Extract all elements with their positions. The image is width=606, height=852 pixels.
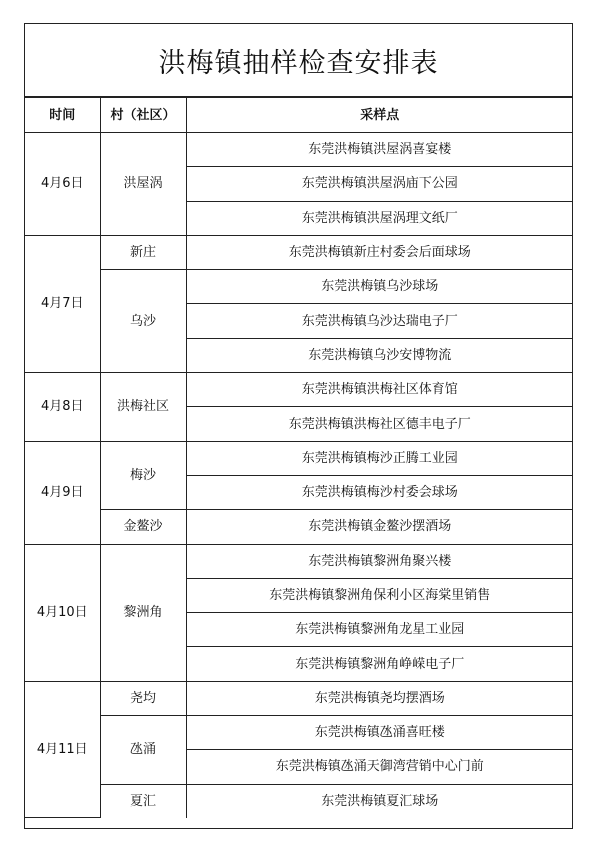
date-cell: 4月10日 <box>25 544 100 681</box>
village-cell: 洪梅社区 <box>100 373 186 442</box>
site-cell: 东莞洪梅镇洪屋涡庙下公园 <box>186 167 573 201</box>
village-cell: 洪屋涡 <box>100 133 186 236</box>
header-site: 采样点 <box>186 98 573 133</box>
village-cell: 尧均 <box>100 681 186 715</box>
table-row <box>25 716 573 750</box>
table-row <box>25 544 573 578</box>
site-cell: 东莞洪梅镇氹涌喜旺楼 <box>186 716 573 750</box>
village-cell: 新庄 <box>100 235 186 269</box>
table-row <box>25 270 573 304</box>
site-cell: 东莞洪梅镇金鳌沙摆酒场 <box>186 510 573 544</box>
village-cell: 梅沙 <box>100 441 186 510</box>
table-row <box>25 510 573 544</box>
site-cell: 东莞洪梅镇乌沙球场 <box>186 270 573 304</box>
site-cell: 东莞洪梅镇氹涌天御湾营销中心门前 <box>186 750 573 784</box>
table-row <box>25 373 573 407</box>
site-cell: 东莞洪梅镇梅沙正腾工业园 <box>186 441 573 475</box>
schedule-sheet <box>24 23 573 829</box>
village-cell: 金鳌沙 <box>100 510 186 544</box>
date-cell: 4月11日 <box>25 681 100 818</box>
site-cell: 东莞洪梅镇黎洲角保利小区海棠里销售 <box>186 578 573 612</box>
schedule-table <box>25 97 573 818</box>
table-row <box>25 681 573 715</box>
site-cell: 东莞洪梅镇夏汇球场 <box>186 784 573 818</box>
header-village: 村（社区） <box>100 98 186 133</box>
village-cell: 夏汇 <box>100 784 186 818</box>
table-row <box>25 784 573 818</box>
site-cell: 东莞洪梅镇梅沙村委会球场 <box>186 475 573 509</box>
schedule-body <box>25 133 573 818</box>
date-cell: 4月6日 <box>25 133 100 236</box>
village-cell: 氹涌 <box>100 716 186 785</box>
site-cell: 东莞洪梅镇新庄村委会后面球场 <box>186 235 573 269</box>
village-cell: 黎洲角 <box>100 544 186 681</box>
site-cell: 东莞洪梅镇黎洲角聚兴楼 <box>186 544 573 578</box>
date-cell: 4月9日 <box>25 441 100 544</box>
page-title: 洪梅镇抽样检查安排表 <box>25 24 572 97</box>
site-cell: 东莞洪梅镇洪梅社区体育馆 <box>186 373 573 407</box>
site-cell: 东莞洪梅镇洪屋涡喜宴楼 <box>186 133 573 167</box>
table-row <box>25 441 573 475</box>
site-cell: 东莞洪梅镇黎洲角龙星工业园 <box>186 613 573 647</box>
date-cell: 4月7日 <box>25 235 100 372</box>
date-cell: 4月8日 <box>25 373 100 442</box>
site-cell: 东莞洪梅镇洪屋涡理文纸厂 <box>186 201 573 235</box>
table-row <box>25 133 573 167</box>
site-cell: 东莞洪梅镇乌沙安博物流 <box>186 338 573 372</box>
table-header-row <box>25 98 573 133</box>
site-cell: 东莞洪梅镇乌沙达瑞电子厂 <box>186 304 573 338</box>
site-cell: 东莞洪梅镇黎洲角峥嵘电子厂 <box>186 647 573 681</box>
header-time: 时间 <box>25 98 100 133</box>
site-cell: 东莞洪梅镇尧均摆酒场 <box>186 681 573 715</box>
site-cell: 东莞洪梅镇洪梅社区德丰电子厂 <box>186 407 573 441</box>
village-cell: 乌沙 <box>100 270 186 373</box>
table-row <box>25 235 573 269</box>
